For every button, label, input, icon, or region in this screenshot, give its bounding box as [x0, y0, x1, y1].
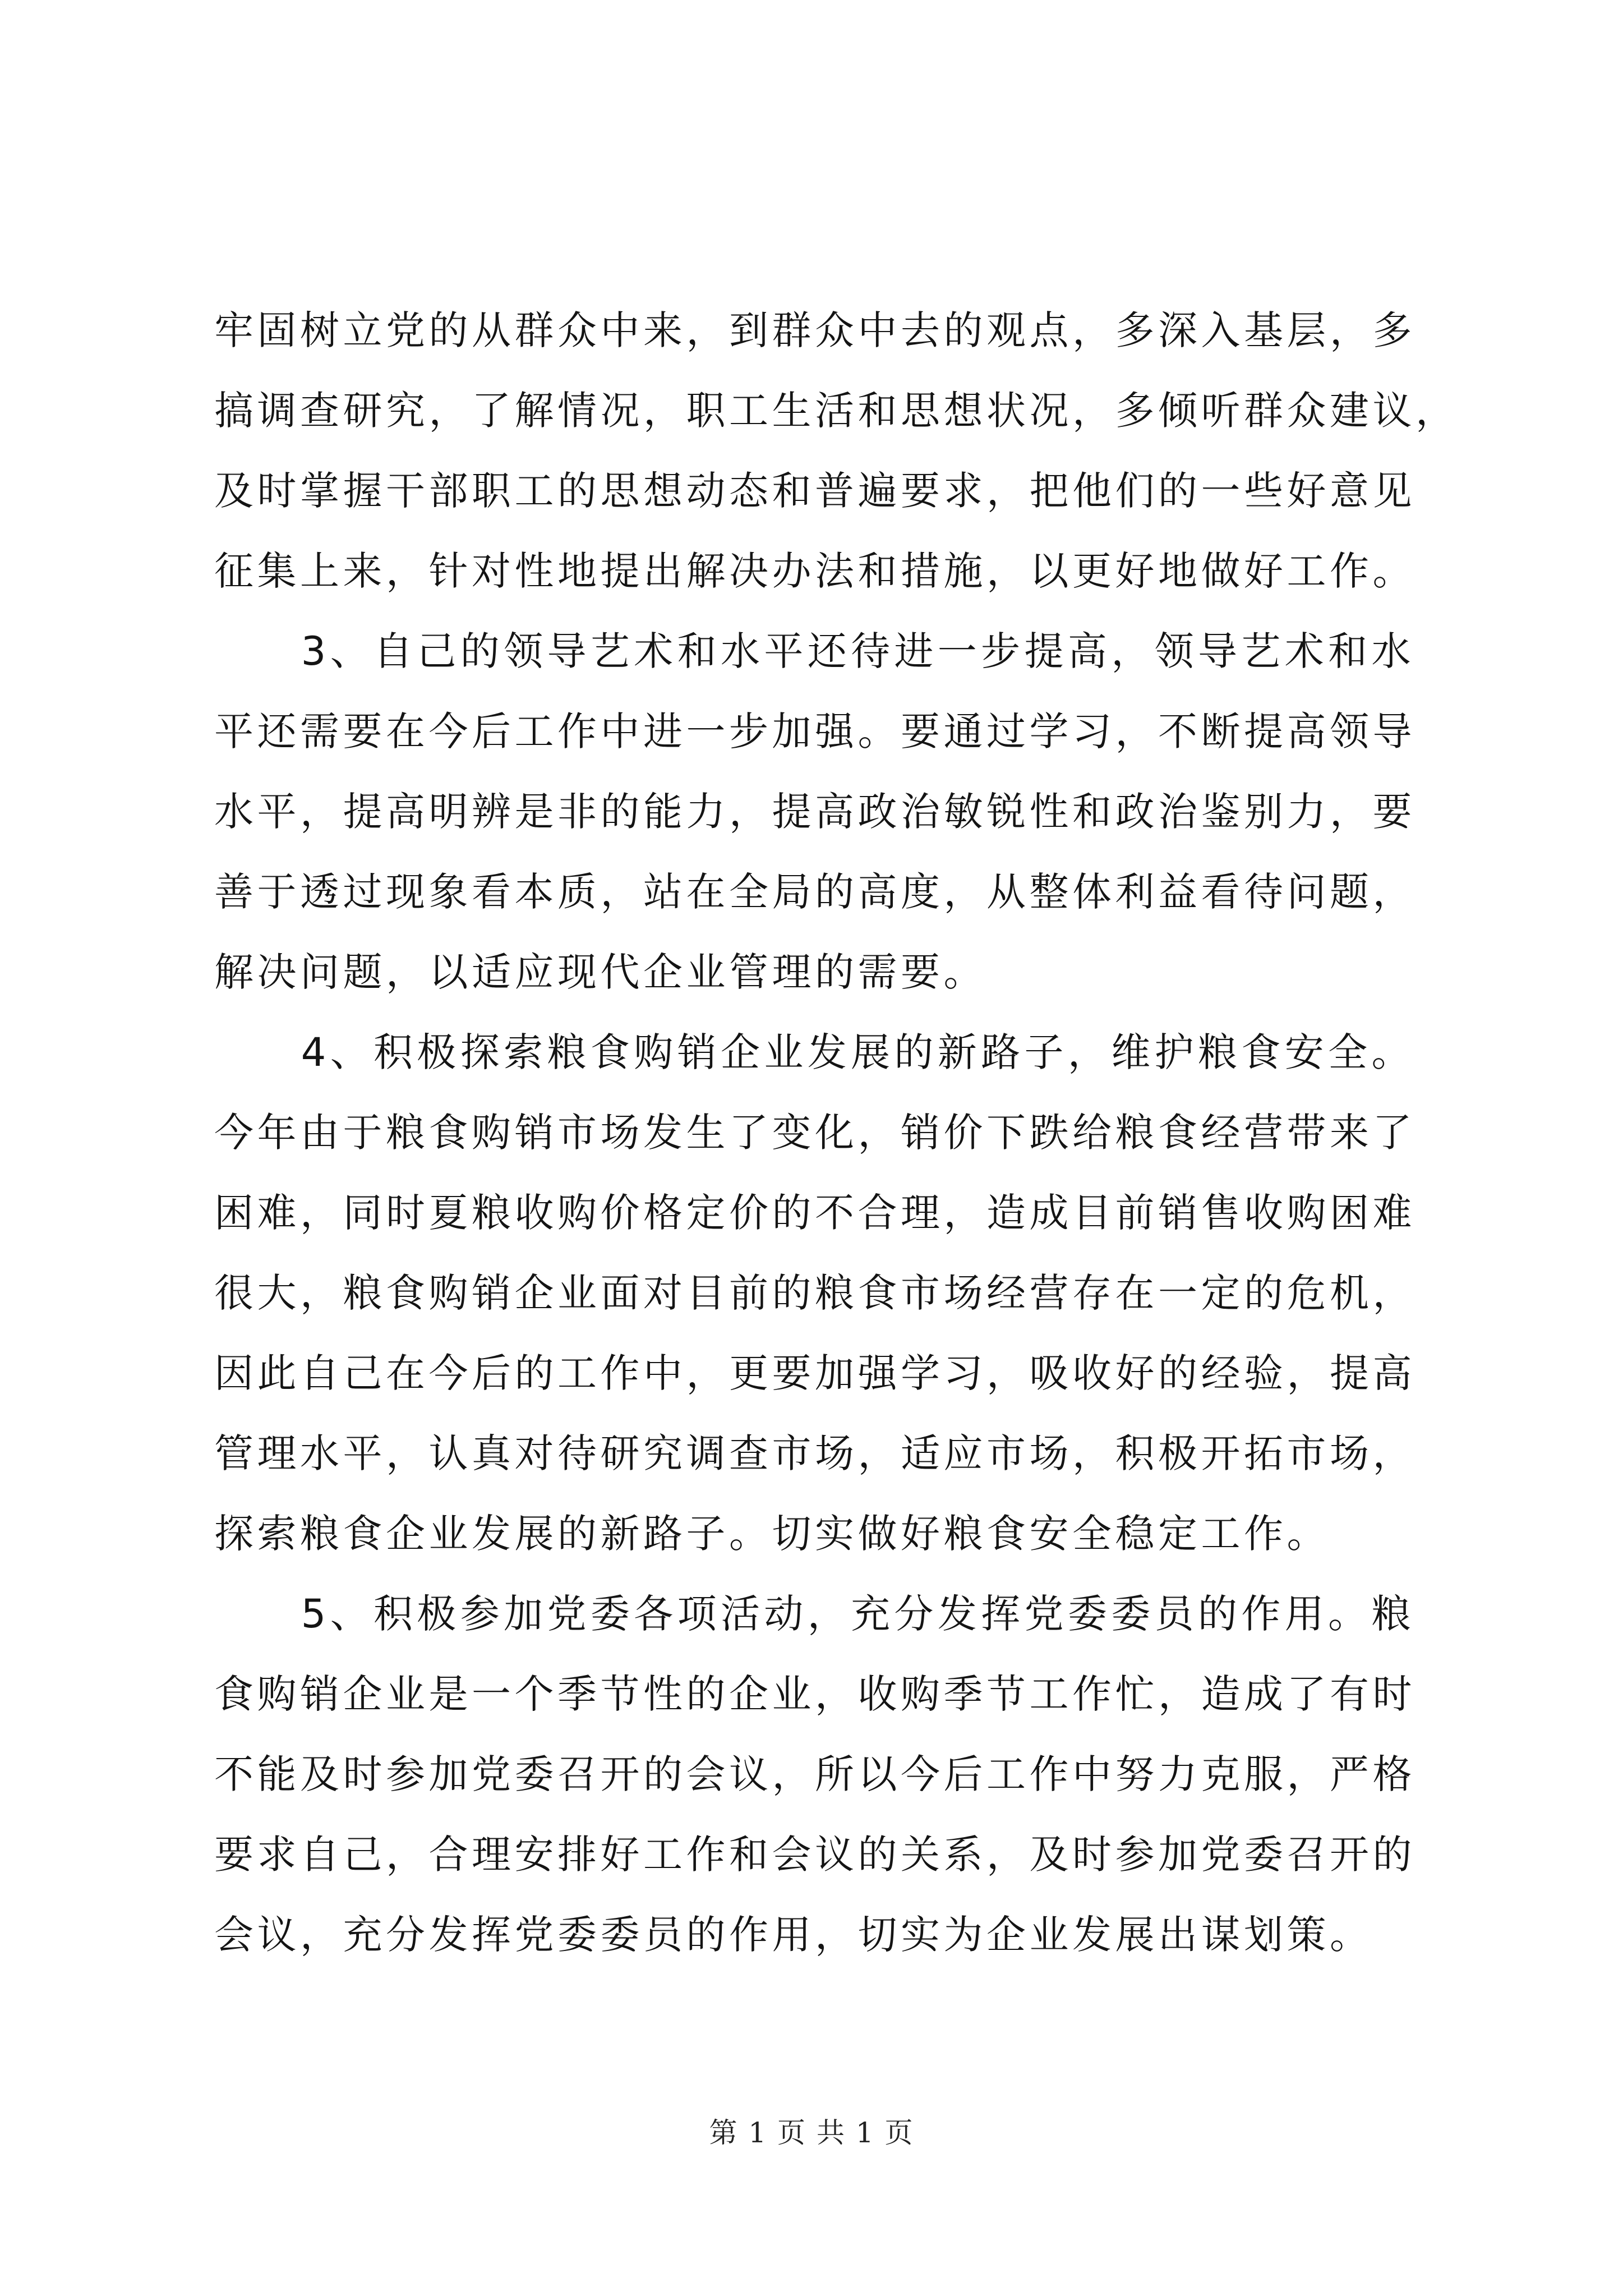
- body-text-line: 管理水平，认真对待研究调查市场，适应市场，积极开拓市场，: [214, 1430, 1415, 1476]
- body-text-line: 水平，提高明辨是非的能力，提高政治敏锐性和政治鉴别力，要: [214, 789, 1415, 835]
- body-text-line: 平还需要在今后工作中进一步加强。要通过学习，不断提高领导: [214, 708, 1415, 754]
- body-text-line: 食购销企业是一个季节性的企业，收购季节工作忙，造成了有时: [214, 1671, 1415, 1717]
- body-text-line: 会议，充分发挥党委委员的作用，切实为企业发展出谋划策。: [214, 1912, 1373, 1958]
- body-text-line: 不能及时参加党委召开的会议，所以今后工作中努力克服，严格: [214, 1751, 1415, 1797]
- body-text-line: 征集上来，针对性地提出解决办法和措施，以更好地做好工作。: [214, 548, 1415, 594]
- body-text-line: 善于透过现象看本质，站在全局的高度，从整体利益看待问题，: [214, 869, 1415, 915]
- body-text-line: 很大，粮食购销企业面对目前的粮食市场经营存在一定的危机，: [214, 1270, 1415, 1316]
- body-text-line: 解决问题，以适应现代企业管理的需要。: [214, 949, 986, 995]
- body-text-line: 因此自己在今后的工作中，更要加强学习，吸收好的经验，提高: [214, 1350, 1415, 1396]
- document-body: [214, 291, 1459, 1975]
- body-text-line: 3、自己的领导艺术和水平还待进一步提高，领导艺术和水: [214, 628, 1414, 674]
- body-text-line: 牢固树立党的从群众中来，到群众中去的观点，多深入基层，多: [214, 307, 1415, 353]
- body-text-line: 及时掌握干部职工的思想动态和普遍要求，把他们的一些好意见: [214, 468, 1415, 514]
- body-text-line: 今年由于粮食购销市场发生了变化，销价下跌给粮食经营带来了: [214, 1110, 1415, 1156]
- body-text-line: 困难，同时夏粮收购价格定价的不合理，造成目前销售收购困难: [214, 1190, 1415, 1236]
- body-text-line: 5、积极参加党委各项活动，充分发挥党委委员的作用。粮: [214, 1591, 1414, 1637]
- body-text-line: 4、积极探索粮食购销企业发展的新路子，维护粮食安全。: [214, 1029, 1414, 1075]
- body-text-line: 搞调查研究，了解情况，职工生活和思想状况，多倾听群众建议，: [214, 388, 1459, 434]
- page-footer: 第 1 页 共 1 页: [709, 2116, 914, 2149]
- body-text-line: 要求自己，合理安排好工作和会议的关系，及时参加党委召开的: [214, 1832, 1415, 1878]
- body-text-line: 探索粮食企业发展的新路子。切实做好粮食安全稳定工作。: [214, 1511, 1330, 1557]
